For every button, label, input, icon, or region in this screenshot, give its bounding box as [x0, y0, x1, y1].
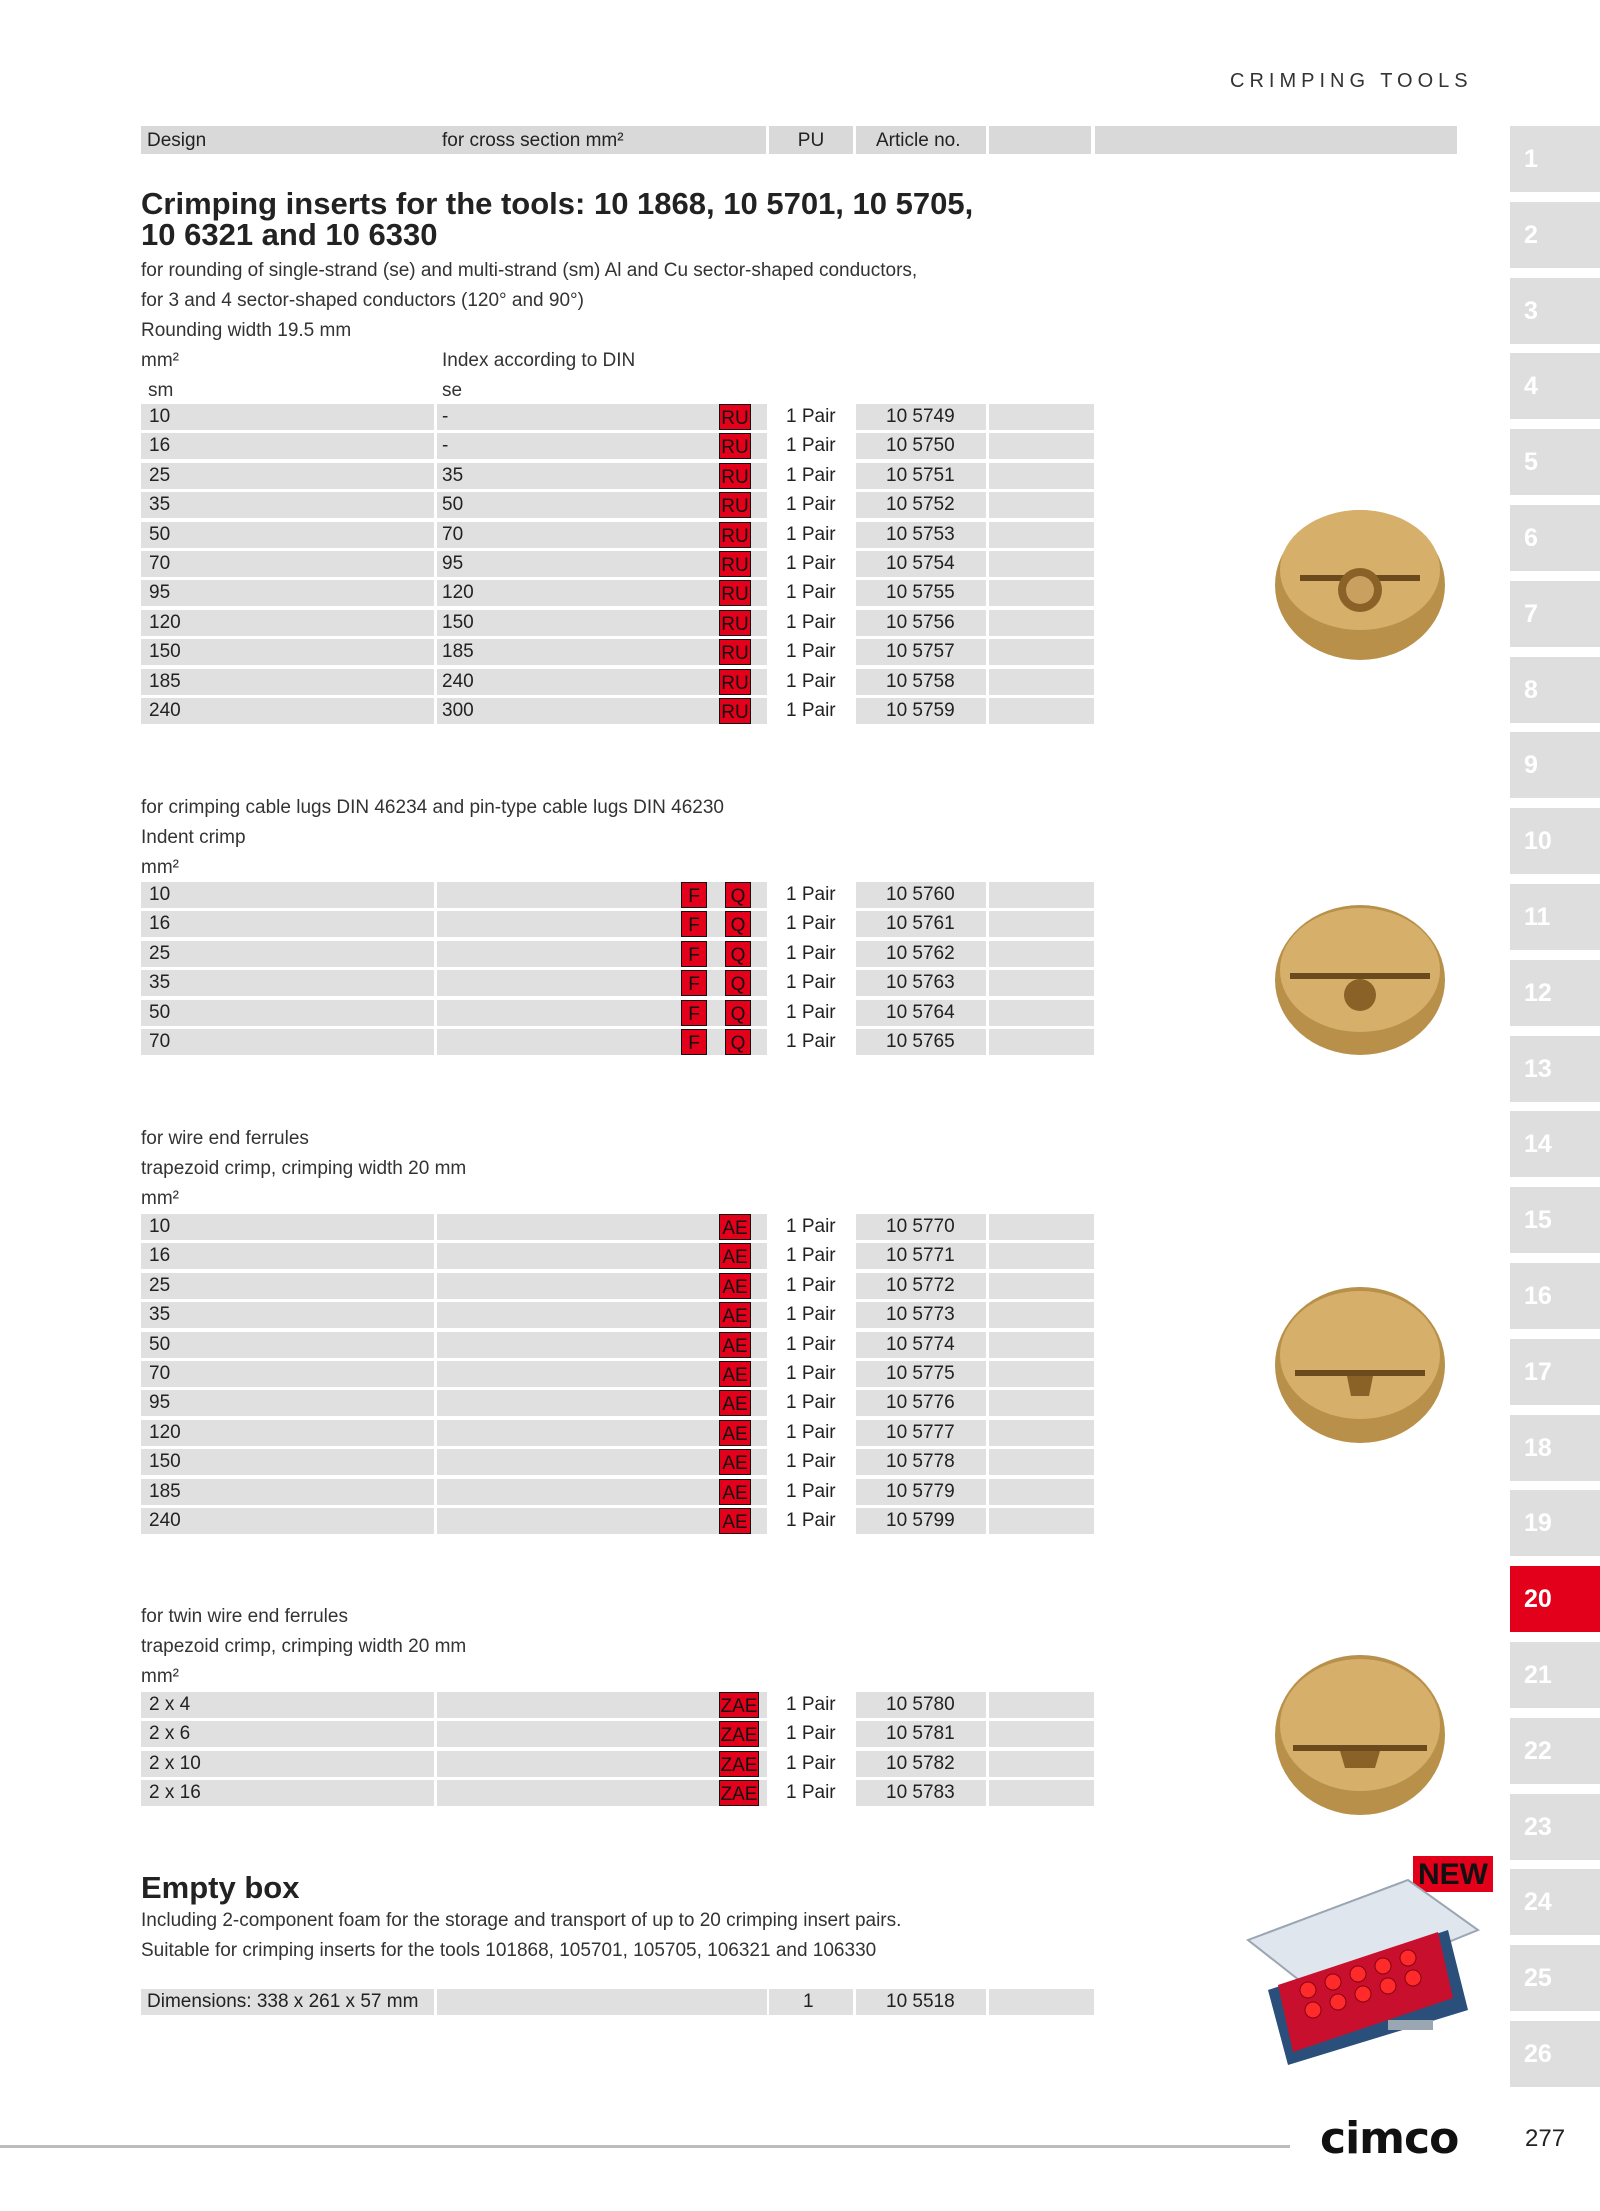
- chapter-tab-1[interactable]: 1: [1510, 126, 1600, 192]
- row-pu: 1 Pair: [786, 1363, 836, 1384]
- row-article-number: 10 5765: [886, 1031, 955, 1052]
- table-row: [141, 1751, 1094, 1777]
- row-article-number: 10 5761: [886, 913, 955, 935]
- section1-sm-label: sm: [148, 380, 174, 401]
- table-row: [141, 639, 1094, 665]
- index-tag-f: F: [681, 1029, 707, 1055]
- row-se: 185: [442, 641, 474, 663]
- row-pu: 1 Pair: [786, 1333, 836, 1355]
- crimp-insert-twin-image: [1265, 1640, 1455, 1825]
- row-size: 150: [149, 1451, 181, 1473]
- row-size: 25: [149, 464, 171, 486]
- row-se: 95: [442, 553, 464, 574]
- row-pu: 1 Pair: [786, 1480, 836, 1502]
- row-pu: 1 Pair: [786, 641, 836, 663]
- table-row: [141, 1721, 1094, 1747]
- section1-desc-2: for 3 and 4 sector-shaped conductors (120° and 90°): [141, 290, 584, 311]
- row-article-number: 10 5764: [886, 1001, 955, 1023]
- table-row: [141, 1479, 1094, 1505]
- row-pu: 1 Pair: [786, 884, 836, 905]
- index-tag: ZAE: [719, 1692, 759, 1718]
- row-size: 120: [149, 1421, 181, 1443]
- row-size: 2 x 6: [149, 1723, 191, 1745]
- index-tag: RU: [719, 639, 751, 665]
- table-row: [141, 433, 1094, 459]
- table-row: [141, 698, 1094, 724]
- row-pu: 1 Pair: [786, 582, 836, 604]
- row-pu: 1 Pair: [786, 972, 836, 994]
- index-tag: AE: [719, 1449, 751, 1475]
- table-row: [141, 522, 1094, 548]
- crimp-insert-trapezoid-image: [1265, 1270, 1455, 1450]
- row-pu: 1 Pair: [786, 1274, 836, 1296]
- col-cross-section: for cross section mm²: [436, 126, 766, 154]
- row-pu: 1 Pair: [786, 1392, 836, 1414]
- index-tag: RU: [719, 698, 751, 724]
- chapter-tab-6[interactable]: 6: [1510, 505, 1600, 571]
- index-tag: AE: [719, 1243, 751, 1269]
- index-tag: AE: [719, 1390, 751, 1416]
- index-tag: ZAE: [719, 1721, 759, 1747]
- row-size: 25: [149, 1274, 171, 1296]
- row-size: 35: [149, 494, 171, 516]
- row-article-number: 10 5770: [886, 1216, 955, 1237]
- row-size: 240: [149, 700, 181, 721]
- page-header-title: CRIMPING TOOLS: [1230, 70, 1473, 92]
- index-tag: ZAE: [719, 1751, 759, 1777]
- chapter-tab-26[interactable]: 26: [1510, 2021, 1600, 2087]
- row-pu: 1 Pair: [786, 1001, 836, 1023]
- row-pu: 1 Pair: [786, 1421, 836, 1443]
- empty-box-article: 10 5518: [886, 1991, 955, 2012]
- row-article-number: 10 5780: [886, 1694, 955, 1715]
- index-tag: AE: [719, 1332, 751, 1358]
- table-row: [141, 580, 1094, 606]
- row-article-number: 10 5773: [886, 1304, 955, 1326]
- index-tag-q: Q: [725, 970, 751, 996]
- empty-box-desc-1: Including 2-component foam for the storage and transport of up to 20 crimping insert pairs.: [141, 1910, 902, 1931]
- chapter-tab-25[interactable]: 25: [1510, 1945, 1600, 2011]
- chapter-tab-16[interactable]: 16: [1510, 1263, 1600, 1329]
- row-pu: 1 Pair: [786, 1694, 836, 1715]
- col-blank-2: [1095, 126, 1457, 154]
- row-article-number: 10 5783: [886, 1782, 955, 1804]
- empty-box-title: Empty box: [141, 1870, 300, 1905]
- chapter-tab-24[interactable]: 24: [1510, 1869, 1600, 1935]
- chapter-tab-8[interactable]: 8: [1510, 657, 1600, 723]
- empty-box-row: [141, 1989, 1094, 2015]
- row-article-number: 10 5759: [886, 700, 955, 721]
- row-article-number: 10 5799: [886, 1510, 955, 1531]
- col-pu: PU: [769, 126, 853, 154]
- section4-unit: mm²: [141, 1666, 179, 1687]
- row-size: 50: [149, 1333, 171, 1355]
- row-article-number: 10 5753: [886, 523, 955, 545]
- chapter-tab-20[interactable]: 20: [1510, 1566, 1600, 1632]
- index-tag: RU: [719, 404, 751, 430]
- chapter-tab-22[interactable]: 22: [1510, 1718, 1600, 1784]
- row-pu: 1 Pair: [786, 1304, 836, 1326]
- table-row: [141, 1780, 1094, 1806]
- table-row: [141, 463, 1094, 489]
- row-size: 50: [149, 523, 171, 545]
- section1-unit: mm²: [141, 350, 179, 371]
- row-article-number: 10 5782: [886, 1752, 955, 1774]
- row-size: 185: [149, 1480, 181, 1502]
- table-row: [141, 1243, 1094, 1269]
- row-size: 2 x 16: [149, 1782, 201, 1804]
- section1-index-label: Index according to DIN: [442, 350, 636, 371]
- section3-desc-2: trapezoid crimp, crimping width 20 mm: [141, 1158, 467, 1179]
- chapter-tab-11[interactable]: 11: [1510, 884, 1600, 950]
- row-pu: 1 Pair: [786, 523, 836, 545]
- row-article-number: 10 5758: [886, 670, 955, 692]
- row-size: 10: [149, 1216, 171, 1237]
- index-tag: RU: [719, 492, 751, 518]
- col-design: Design: [141, 126, 438, 154]
- row-pu: 1 Pair: [786, 435, 836, 457]
- chapter-tab-12[interactable]: 12: [1510, 960, 1600, 1026]
- row-pu: 1 Pair: [786, 553, 836, 574]
- row-pu: 1 Pair: [786, 611, 836, 633]
- section3-unit: mm²: [141, 1188, 179, 1209]
- row-pu: 1 Pair: [786, 1245, 836, 1267]
- chapter-tab-23[interactable]: 23: [1510, 1794, 1600, 1860]
- section3-desc-1: for wire end ferrules: [141, 1128, 309, 1149]
- row-pu: 1 Pair: [786, 1216, 836, 1237]
- section1-desc-3: Rounding width 19.5 mm: [141, 320, 352, 341]
- table-row: [141, 1302, 1094, 1328]
- table-row: [141, 1361, 1094, 1387]
- index-tag: RU: [719, 610, 751, 636]
- row-se: 70: [442, 523, 464, 545]
- row-pu: 1 Pair: [786, 700, 836, 721]
- chapter-tab-17[interactable]: 17: [1510, 1339, 1600, 1405]
- table-row: [141, 1332, 1094, 1358]
- new-badge: NEW: [1413, 1856, 1493, 1892]
- index-tag: RU: [719, 522, 751, 548]
- row-size: 150: [149, 641, 181, 663]
- row-article-number: 10 5762: [886, 942, 955, 964]
- row-pu: 1 Pair: [786, 464, 836, 486]
- cimco-logo: cimco: [1320, 2113, 1459, 2164]
- row-size: 2 x 4: [149, 1694, 191, 1715]
- row-pu: 1 Pair: [786, 1510, 836, 1531]
- row-se: -: [442, 406, 449, 427]
- chapter-tab-5[interactable]: 5: [1510, 429, 1600, 495]
- table-row: [141, 882, 1094, 908]
- row-size: 16: [149, 1245, 171, 1267]
- row-size: 185: [149, 670, 181, 692]
- row-size: 16: [149, 913, 171, 935]
- row-size: 120: [149, 611, 181, 633]
- empty-box-dimensions: Dimensions: 338 x 261 x 57 mm: [147, 1991, 419, 2012]
- row-article-number: 10 5756: [886, 611, 955, 633]
- chapter-tab-3[interactable]: 3: [1510, 278, 1600, 344]
- row-article-number: 10 5774: [886, 1333, 955, 1355]
- index-tag: RU: [719, 433, 751, 459]
- row-size: 95: [149, 582, 171, 604]
- row-pu: 1 Pair: [786, 1752, 836, 1774]
- row-se: 35: [442, 464, 464, 486]
- row-size: 70: [149, 1031, 171, 1052]
- section4-desc-2: trapezoid crimp, crimping width 20 mm: [141, 1636, 467, 1657]
- row-pu: 1 Pair: [786, 494, 836, 516]
- row-article-number: 10 5751: [886, 464, 955, 486]
- crimp-insert-round-image: [1265, 490, 1455, 670]
- chapter-tab-13[interactable]: 13: [1510, 1036, 1600, 1102]
- index-tag-q: Q: [725, 941, 751, 967]
- index-tag-f: F: [681, 1000, 707, 1026]
- chapter-tab-2[interactable]: 2: [1510, 202, 1600, 268]
- row-se: 300: [442, 700, 474, 721]
- section2-desc-1: for crimping cable lugs DIN 46234 and pin-type cable lugs DIN 46230: [141, 797, 724, 818]
- row-pu: 1 Pair: [786, 913, 836, 935]
- col-blank-1: [989, 126, 1091, 154]
- crimp-insert-indent-image: [1265, 885, 1455, 1065]
- index-tag: AE: [719, 1420, 751, 1446]
- row-se: -: [442, 435, 449, 457]
- row-size: 50: [149, 1001, 171, 1023]
- page-number: 277: [1525, 2125, 1566, 2152]
- table-row: [141, 970, 1094, 996]
- chapter-tab-18[interactable]: 18: [1510, 1415, 1600, 1481]
- row-article-number: 10 5775: [886, 1363, 955, 1384]
- table-row: [141, 610, 1094, 636]
- row-pu: 1 Pair: [786, 942, 836, 964]
- index-tag: RU: [719, 463, 751, 489]
- row-article-number: 10 5771: [886, 1245, 955, 1267]
- row-article-number: 10 5760: [886, 884, 955, 905]
- section1-desc-1: for rounding of single-strand (se) and multi-strand (sm) Al and Cu sector-shaped conductors,: [141, 260, 918, 281]
- table-row: [141, 1692, 1094, 1718]
- index-tag: AE: [719, 1273, 751, 1299]
- section2-unit: mm²: [141, 857, 179, 878]
- chapter-tab-19[interactable]: 19: [1510, 1490, 1600, 1556]
- index-tag: AE: [719, 1479, 751, 1505]
- row-size: 35: [149, 1304, 171, 1326]
- row-pu: 1 Pair: [786, 1451, 836, 1473]
- row-se: 50: [442, 494, 464, 516]
- row-pu: 1 Pair: [786, 406, 836, 427]
- table-row: [141, 1000, 1094, 1026]
- row-se: 120: [442, 582, 474, 604]
- index-tag-f: F: [681, 941, 707, 967]
- index-tag-q: Q: [725, 1029, 751, 1055]
- row-se: 150: [442, 611, 474, 633]
- index-tag: RU: [719, 551, 751, 577]
- chapter-tab-4[interactable]: 4: [1510, 353, 1600, 419]
- index-tag: RU: [719, 580, 751, 606]
- index-tag: RU: [719, 669, 751, 695]
- chapter-tab-21[interactable]: 21: [1510, 1642, 1600, 1708]
- row-article-number: 10 5776: [886, 1392, 955, 1414]
- row-article-number: 10 5754: [886, 553, 955, 574]
- section1-se-label: se: [442, 380, 463, 401]
- row-size: 25: [149, 942, 171, 964]
- row-article-number: 10 5763: [886, 972, 955, 994]
- table-row: [141, 1449, 1094, 1475]
- row-pu: 1 Pair: [786, 1031, 836, 1052]
- index-tag: AE: [719, 1361, 751, 1387]
- index-tag: AE: [719, 1508, 751, 1534]
- row-article-number: 10 5772: [886, 1274, 955, 1296]
- row-pu: 1 Pair: [786, 1723, 836, 1745]
- table-row: [141, 404, 1094, 430]
- row-size: 16: [149, 435, 171, 457]
- index-tag: AE: [719, 1214, 751, 1240]
- table-row: [141, 1273, 1094, 1299]
- index-tag-f: F: [681, 911, 707, 937]
- chapter-tab-7[interactable]: 7: [1510, 581, 1600, 647]
- index-tag: ZAE: [719, 1780, 759, 1806]
- section2-desc-2: Indent crimp: [141, 827, 246, 848]
- row-article-number: 10 5778: [886, 1451, 955, 1473]
- row-size: 70: [149, 553, 171, 574]
- table-row: [141, 1029, 1094, 1055]
- table-row: [141, 1420, 1094, 1446]
- table-row: [141, 1214, 1094, 1240]
- row-article-number: 10 5750: [886, 435, 955, 457]
- row-size: 70: [149, 1363, 171, 1384]
- table-row: [141, 1508, 1094, 1534]
- index-tag-q: Q: [725, 882, 751, 908]
- row-size: 95: [149, 1392, 171, 1414]
- row-size: 35: [149, 972, 171, 994]
- index-tag: AE: [719, 1302, 751, 1328]
- index-tag-q: Q: [725, 1000, 751, 1026]
- row-article-number: 10 5749: [886, 406, 955, 427]
- table-row: [141, 669, 1094, 695]
- col-article: Article no.: [856, 126, 986, 154]
- row-size: 2 x 10: [149, 1752, 201, 1774]
- chapter-tab-10[interactable]: 10: [1510, 808, 1600, 874]
- row-pu: 1 Pair: [786, 1782, 836, 1804]
- chapter-tab-15[interactable]: 15: [1510, 1187, 1600, 1253]
- row-size: 10: [149, 406, 171, 427]
- footer-rule: [0, 2145, 1290, 2148]
- row-size: 10: [149, 884, 171, 905]
- empty-box-desc-2: Suitable for crimping inserts for the tools 101868, 105701, 105705, 106321 and 106330: [141, 1940, 877, 1961]
- chapter-tab-14[interactable]: 14: [1510, 1111, 1600, 1177]
- index-tag-q: Q: [725, 911, 751, 937]
- index-tag-f: F: [681, 970, 707, 996]
- row-size: 240: [149, 1510, 181, 1531]
- section4-desc-1: for twin wire end ferrules: [141, 1606, 348, 1627]
- empty-box-pu: 1: [803, 1991, 814, 2012]
- table-row: [141, 492, 1094, 518]
- row-article-number: 10 5779: [886, 1480, 955, 1502]
- row-article-number: 10 5757: [886, 641, 955, 663]
- table-row: [141, 941, 1094, 967]
- row-article-number: 10 5752: [886, 494, 955, 516]
- table-row: [141, 551, 1094, 577]
- empty-box-image: [1238, 1870, 1488, 2070]
- table-row: [141, 1390, 1094, 1416]
- section-title: Crimping inserts for the tools: 10 1868, 10 5701, 10 5705, 10 6321 and 10 6330: [141, 186, 974, 252]
- chapter-tab-9[interactable]: 9: [1510, 732, 1600, 798]
- row-article-number: 10 5755: [886, 582, 955, 604]
- table-row: [141, 911, 1094, 937]
- row-article-number: 10 5777: [886, 1421, 955, 1443]
- row-pu: 1 Pair: [786, 670, 836, 692]
- index-tag-f: F: [681, 882, 707, 908]
- row-article-number: 10 5781: [886, 1723, 955, 1745]
- row-se: 240: [442, 670, 474, 692]
